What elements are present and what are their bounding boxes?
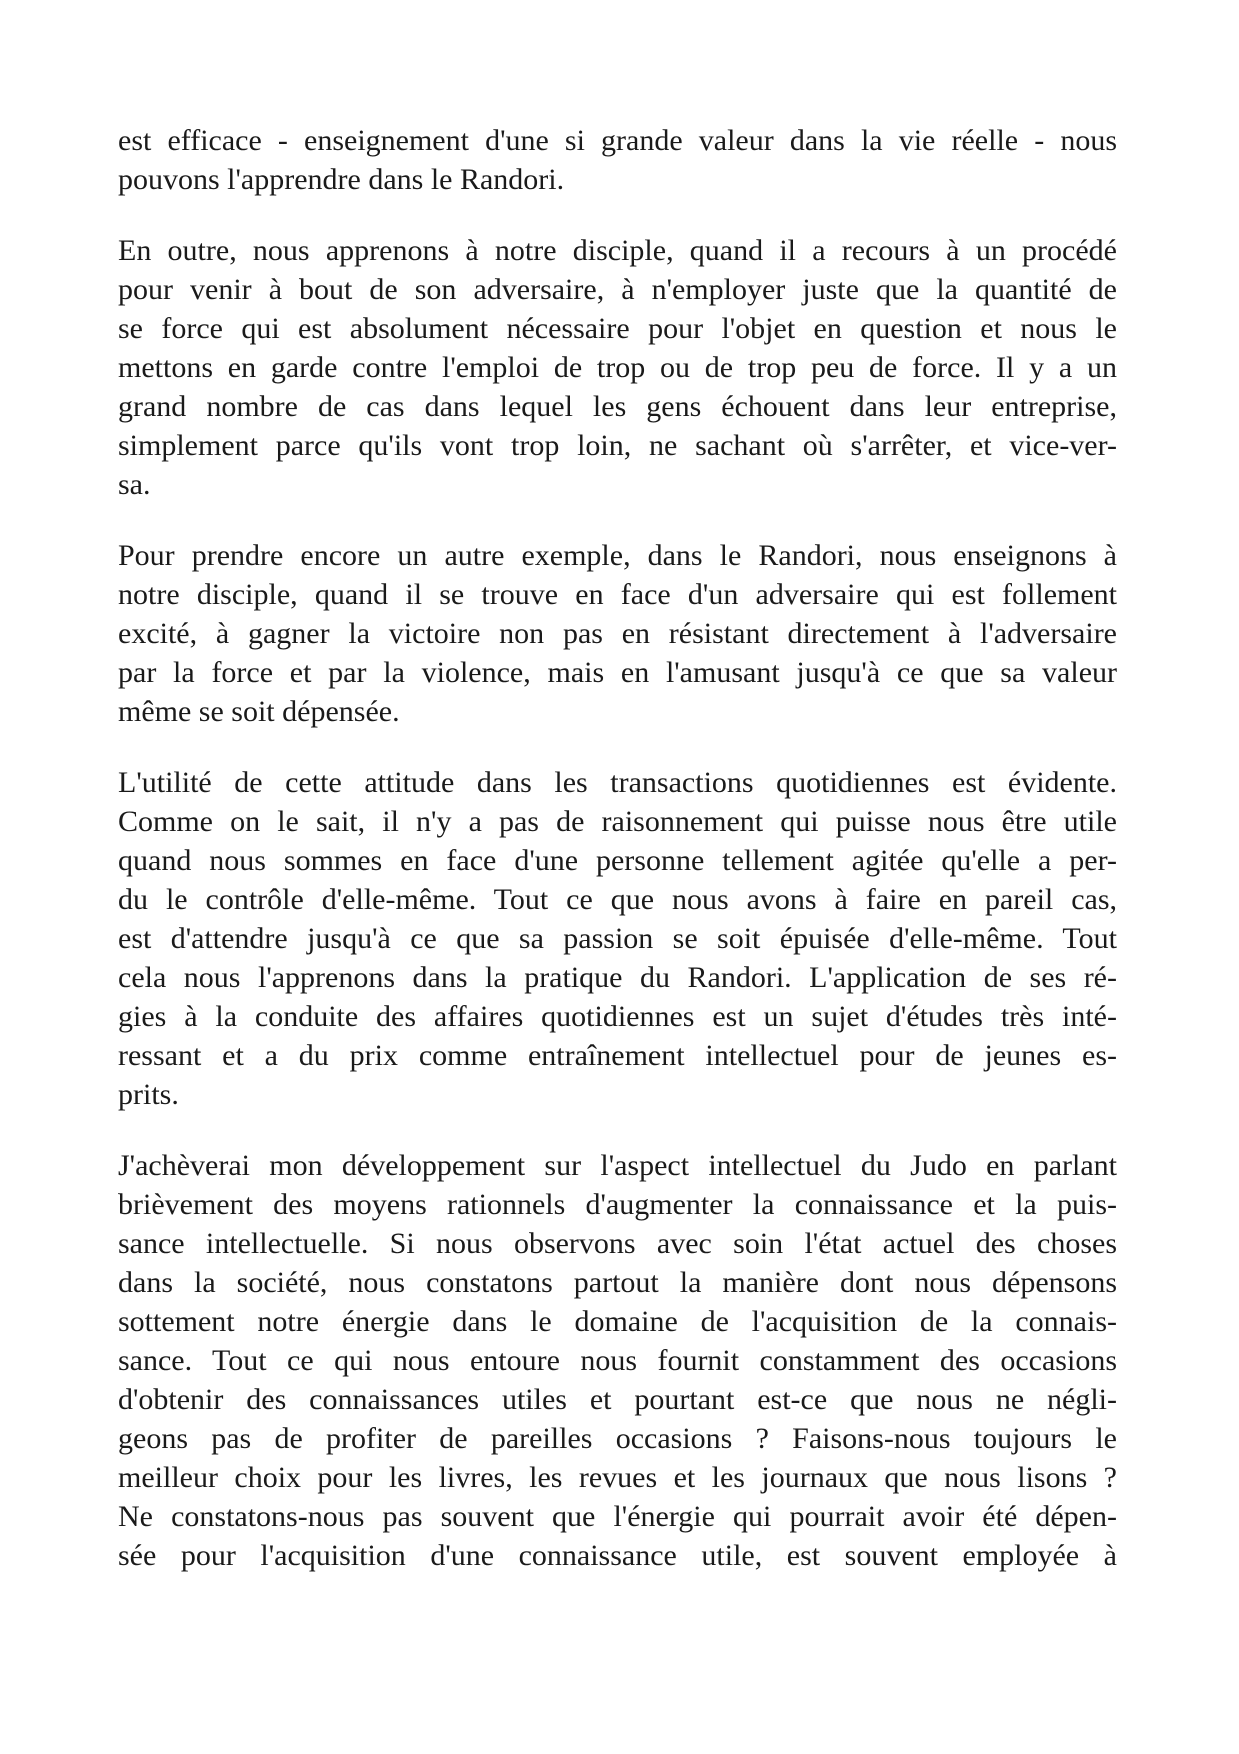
paragraph-1 — [118, 121, 1117, 199]
text-line: sottement notre énergie dans le domaine de l'acquisition de la connais- — [118, 1305, 1117, 1338]
text-line: se force qui est absolument nécessaire pour l'objet en question et nous le — [118, 312, 1117, 345]
text-line: sa. — [118, 468, 151, 501]
paragraph-5 — [118, 1146, 1117, 1575]
text-line: dans la société, nous constatons partout la manière dont nous dépensons — [118, 1266, 1117, 1299]
text-line: meilleur choix pour les livres, les revues et les journaux que nous lisons ? — [118, 1461, 1117, 1494]
text-line: même se soit dépensée. — [118, 695, 400, 728]
text-line: pouvons l'apprendre dans le Randori. — [118, 163, 565, 196]
text-line: geons pas de profiter de pareilles occasions ? Faisons-nous toujours le — [118, 1422, 1117, 1455]
paragraph-2 — [118, 231, 1117, 504]
text-line: simplement parce qu'ils vont trop loin, ne sachant où s'arrêter, et vice-ver- — [118, 429, 1117, 462]
text-line: du le contrôle d'elle-même. Tout ce que nous avons à faire en pareil cas, — [118, 883, 1117, 916]
text-line: sance intellectuelle. Si nous observons avec soin l'état actuel des choses — [118, 1227, 1117, 1260]
text-line: excité, à gagner la victoire non pas en résistant directement à l'adversaire — [118, 617, 1117, 650]
paragraph-3 — [118, 536, 1117, 731]
text-line: J'achèverai mon développement sur l'aspect intellectuel du Judo en parlant — [118, 1149, 1117, 1182]
text-line: d'obtenir des connaissances utiles et pourtant est-ce que nous ne négli- — [118, 1383, 1117, 1416]
text-line: L'utilité de cette attitude dans les transactions quotidiennes est évidente. — [118, 766, 1117, 799]
text-line: Pour prendre encore un autre exemple, dans le Randori, nous enseignons à — [118, 539, 1117, 572]
text-line: sée pour l'acquisition d'une connaissance utile, est souvent employée à — [118, 1539, 1117, 1572]
text-line: grand nombre de cas dans lequel les gens échouent dans leur entreprise, — [118, 390, 1117, 423]
text-line: sance. Tout ce qui nous entoure nous fournit constamment des occasions — [118, 1344, 1117, 1377]
text-line: notre disciple, quand il se trouve en face d'un adversaire qui est follement — [118, 578, 1117, 611]
text-line: cela nous l'apprenons dans la pratique du Randori. L'application de ses ré- — [118, 961, 1117, 994]
text-line: ressant et a du prix comme entraînement intellectuel pour de jeunes es- — [118, 1039, 1117, 1072]
text-line: Comme on le sait, il n'y a pas de raisonnement qui puisse nous être utile — [118, 805, 1117, 838]
text-line: En outre, nous apprenons à notre disciple, quand il a recours à un procédé — [118, 234, 1117, 267]
text-line: par la force et par la violence, mais en l'amusant jusqu'à ce que sa valeur — [118, 656, 1117, 689]
text-line: est d'attendre jusqu'à ce que sa passion se soit épuisée d'elle-même. Tout — [118, 922, 1117, 955]
text-line: Ne constatons-nous pas souvent que l'énergie qui pourrait avoir été dépen- — [118, 1500, 1117, 1533]
text-line: prits. — [118, 1078, 179, 1111]
text-line: brièvement des moyens rationnels d'augmenter la connaissance et la puis- — [118, 1188, 1117, 1221]
text-line: pour venir à bout de son adversaire, à n'employer juste que la quantité de — [118, 273, 1117, 306]
text-line: gies à la conduite des affaires quotidiennes est un sujet d'études très inté- — [118, 1000, 1117, 1033]
body-text — [118, 121, 1117, 1607]
paragraph-4 — [118, 763, 1117, 1114]
text-line: est efficace - enseignement d'une si grande valeur dans la vie réelle - nous — [118, 124, 1117, 157]
text-line: quand nous sommes en face d'une personne tellement agitée qu'elle a per- — [118, 844, 1117, 877]
text-line: mettons en garde contre l'emploi de trop ou de trop peu de force. Il y a un — [118, 351, 1117, 384]
